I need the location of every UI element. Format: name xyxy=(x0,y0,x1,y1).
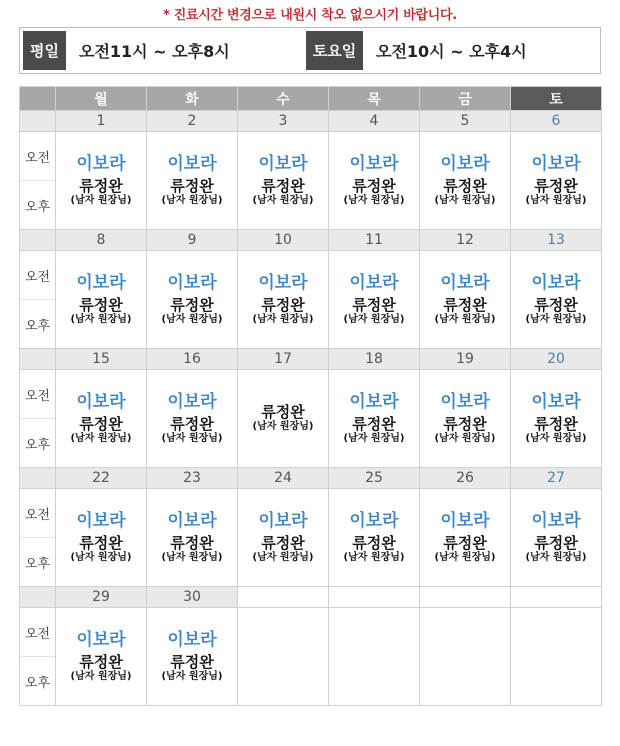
am-doctor: 이보라 xyxy=(349,511,399,531)
saturday-hours: 오전10시 ~ 오후4시 xyxy=(376,42,527,61)
pm-doctor-note: (남자 원장님) xyxy=(525,195,587,206)
date-cell: 18 xyxy=(329,349,420,370)
header-sat: 토 xyxy=(511,87,602,111)
day-schedule-cell xyxy=(511,489,602,587)
day-schedule-cell xyxy=(420,489,511,587)
date-row xyxy=(20,230,602,251)
pm-doctor-note: (남자 원장님) xyxy=(70,671,132,682)
day-schedule-cell xyxy=(147,608,238,706)
pm-label: 오후 xyxy=(20,418,55,467)
date-row-corner xyxy=(20,587,56,608)
empty-day-cell xyxy=(238,608,329,706)
day-schedule-cell xyxy=(238,132,329,230)
date-cell: 24 xyxy=(238,468,329,489)
am-doctor: 이보라 xyxy=(76,511,126,531)
day-schedule-cell xyxy=(56,608,147,706)
am-pm-labels xyxy=(20,608,56,706)
pm-doctor: 류정완 xyxy=(261,177,305,195)
date-row xyxy=(20,468,602,489)
date-row xyxy=(20,111,602,132)
am-doctor: 이보라 xyxy=(167,630,217,650)
pm-doctor: 류정완 xyxy=(79,296,123,314)
am-doctor: 이보라 xyxy=(258,511,308,531)
date-cell: 15 xyxy=(56,349,147,370)
pm-doctor: 류정완 xyxy=(261,403,305,421)
pm-doctor: 류정완 xyxy=(170,177,214,195)
am-pm-labels xyxy=(20,489,56,587)
am-doctor: 이보라 xyxy=(258,273,308,293)
pm-doctor: 류정완 xyxy=(261,296,305,314)
am-doctor: 이보라 xyxy=(167,511,217,531)
am-doctor: 이보라 xyxy=(531,154,581,174)
day-schedule-cell xyxy=(420,251,511,349)
am-doctor: 이보라 xyxy=(167,392,217,412)
date-cell xyxy=(420,587,511,608)
am-doctor: 이보라 xyxy=(167,154,217,174)
day-schedule-cell xyxy=(56,132,147,230)
date-row-corner xyxy=(20,468,56,489)
weekday-label: 평일 xyxy=(23,31,66,70)
empty-day-cell xyxy=(420,608,511,706)
date-cell: 19 xyxy=(420,349,511,370)
pm-doctor-note: (남자 원장님) xyxy=(434,314,496,325)
am-doctor: 이보라 xyxy=(531,273,581,293)
day-schedule-cell xyxy=(56,251,147,349)
date-cell xyxy=(511,587,602,608)
day-schedule-cell xyxy=(147,132,238,230)
pm-label: 오후 xyxy=(20,537,55,586)
date-cell: 16 xyxy=(147,349,238,370)
date-cell: 23 xyxy=(147,468,238,489)
day-schedule-cell xyxy=(511,132,602,230)
date-cell: 11 xyxy=(329,230,420,251)
header-wed: 수 xyxy=(238,87,329,111)
date-cell: 2 xyxy=(147,111,238,132)
am-label: 오전 xyxy=(24,388,51,404)
pm-label: 오후 xyxy=(20,299,55,348)
pm-doctor: 류정완 xyxy=(534,534,578,552)
clinic-hours-bar xyxy=(19,27,601,74)
pm-doctor: 류정완 xyxy=(261,534,305,552)
date-cell: 12 xyxy=(420,230,511,251)
am-doctor: 이보라 xyxy=(76,154,126,174)
day-schedule-cell xyxy=(420,132,511,230)
pm-doctor: 류정완 xyxy=(534,296,578,314)
pm-doctor-note: (남자 원장님) xyxy=(70,314,132,325)
day-schedule-cell xyxy=(329,251,420,349)
schedule-row xyxy=(20,489,602,587)
pm-doctor: 류정완 xyxy=(79,653,123,671)
pm-doctor-note: (남자 원장님) xyxy=(70,195,132,206)
pm-doctor-note: (남자 원장님) xyxy=(434,433,496,444)
date-cell: 13 xyxy=(511,230,602,251)
schedule-change-notice: * 진료시간 변경으로 내원시 착오 없으시기 바랍니다. xyxy=(163,8,457,23)
pm-doctor-note: (남자 원장님) xyxy=(525,314,587,325)
pm-doctor-note: (남자 원장님) xyxy=(434,195,496,206)
day-schedule-cell xyxy=(420,370,511,468)
pm-doctor-note: (남자 원장님) xyxy=(525,552,587,563)
date-row-corner xyxy=(20,349,56,370)
day-schedule-cell xyxy=(147,370,238,468)
date-cell: 6 xyxy=(511,111,602,132)
pm-doctor-note: (남자 원장님) xyxy=(70,433,132,444)
day-schedule-cell xyxy=(238,251,329,349)
saturday-label: 토요일 xyxy=(306,31,363,70)
pm-doctor: 류정완 xyxy=(79,415,123,433)
am-doctor: 이보라 xyxy=(440,154,490,174)
am-doctor: 이보라 xyxy=(349,273,399,293)
date-cell: 9 xyxy=(147,230,238,251)
date-cell: 20 xyxy=(511,349,602,370)
am-doctor: 이보라 xyxy=(531,511,581,531)
day-schedule-cell xyxy=(329,370,420,468)
day-schedule-cell xyxy=(511,251,602,349)
day-schedule-cell xyxy=(329,132,420,230)
pm-doctor-note: (남자 원장님) xyxy=(343,552,405,563)
pm-doctor-note: (남자 원장님) xyxy=(525,433,587,444)
day-schedule-cell xyxy=(238,370,329,468)
pm-doctor-note: (남자 원장님) xyxy=(70,552,132,563)
pm-doctor-note: (남자 원장님) xyxy=(161,195,223,206)
pm-doctor: 류정완 xyxy=(352,534,396,552)
pm-doctor-note: (남자 원장님) xyxy=(343,433,405,444)
pm-doctor: 류정완 xyxy=(170,653,214,671)
header-thu: 목 xyxy=(329,87,420,111)
schedule-row xyxy=(20,370,602,468)
am-label: 오전 xyxy=(24,269,51,285)
am-doctor: 이보라 xyxy=(76,630,126,650)
pm-doctor: 류정완 xyxy=(170,415,214,433)
day-schedule-cell xyxy=(238,489,329,587)
day-schedule-cell xyxy=(147,251,238,349)
am-doctor: 이보라 xyxy=(167,273,217,293)
am-pm-labels xyxy=(20,132,56,230)
schedule-row xyxy=(20,132,602,230)
pm-doctor: 류정완 xyxy=(534,415,578,433)
am-doctor: 이보라 xyxy=(76,273,126,293)
pm-doctor-note: (남자 원장님) xyxy=(434,552,496,563)
date-cell: 26 xyxy=(420,468,511,489)
am-doctor: 이보라 xyxy=(349,392,399,412)
date-cell xyxy=(329,587,420,608)
pm-doctor-note: (남자 원장님) xyxy=(161,314,223,325)
date-cell: 30 xyxy=(147,587,238,608)
pm-doctor: 류정완 xyxy=(170,534,214,552)
pm-doctor: 류정완 xyxy=(352,177,396,195)
date-row xyxy=(20,349,602,370)
date-cell: 3 xyxy=(238,111,329,132)
date-cell: 8 xyxy=(56,230,147,251)
pm-doctor: 류정완 xyxy=(79,177,123,195)
am-doctor: 이보라 xyxy=(349,154,399,174)
pm-label: 오후 xyxy=(20,656,55,705)
date-cell: 27 xyxy=(511,468,602,489)
pm-doctor-note: (남자 원장님) xyxy=(252,314,314,325)
date-cell: 29 xyxy=(56,587,147,608)
pm-doctor: 류정완 xyxy=(79,534,123,552)
am-doctor: 이보라 xyxy=(76,392,126,412)
header-tue: 화 xyxy=(147,87,238,111)
header-fri: 금 xyxy=(420,87,511,111)
schedule-row xyxy=(20,251,602,349)
pm-doctor: 류정완 xyxy=(443,415,487,433)
day-schedule-cell xyxy=(56,370,147,468)
date-row-corner xyxy=(20,111,56,132)
schedule-row xyxy=(20,608,602,706)
am-doctor: 이보라 xyxy=(440,392,490,412)
pm-doctor-note: (남자 원장님) xyxy=(252,421,314,432)
date-cell: 1 xyxy=(56,111,147,132)
header-mon: 월 xyxy=(56,87,147,111)
date-cell: 22 xyxy=(56,468,147,489)
pm-doctor: 류정완 xyxy=(443,177,487,195)
pm-doctor: 류정완 xyxy=(443,296,487,314)
day-schedule-cell xyxy=(56,489,147,587)
pm-doctor-note: (남자 원장님) xyxy=(252,552,314,563)
date-cell: 4 xyxy=(329,111,420,132)
empty-day-cell xyxy=(511,608,602,706)
am-pm-labels xyxy=(20,251,56,349)
day-schedule-cell xyxy=(511,370,602,468)
am-doctor: 이보라 xyxy=(440,511,490,531)
weekday-header-row xyxy=(20,87,602,111)
date-row-corner xyxy=(20,230,56,251)
pm-doctor-note: (남자 원장님) xyxy=(161,552,223,563)
day-schedule-cell xyxy=(147,489,238,587)
pm-doctor-note: (남자 원장님) xyxy=(161,671,223,682)
pm-doctor-note: (남자 원장님) xyxy=(343,314,405,325)
doctor-schedule-calendar xyxy=(19,86,602,706)
weekday-hours: 오전11시 ~ 오후8시 xyxy=(79,42,230,61)
header-corner xyxy=(20,87,56,111)
pm-doctor: 류정완 xyxy=(352,296,396,314)
date-cell: 5 xyxy=(420,111,511,132)
am-label: 오전 xyxy=(24,626,51,642)
am-doctor: 이보라 xyxy=(440,273,490,293)
pm-doctor-note: (남자 원장님) xyxy=(161,433,223,444)
date-cell: 17 xyxy=(238,349,329,370)
date-cell: 10 xyxy=(238,230,329,251)
empty-day-cell xyxy=(329,608,420,706)
am-label: 오전 xyxy=(24,150,51,166)
pm-doctor: 류정완 xyxy=(352,415,396,433)
am-pm-labels xyxy=(20,370,56,468)
date-row xyxy=(20,587,602,608)
am-doctor: 이보라 xyxy=(258,154,308,174)
am-label: 오전 xyxy=(24,507,51,523)
day-schedule-cell xyxy=(329,489,420,587)
pm-doctor-note: (남자 원장님) xyxy=(343,195,405,206)
pm-doctor: 류정완 xyxy=(170,296,214,314)
pm-doctor-note: (남자 원장님) xyxy=(252,195,314,206)
pm-doctor: 류정완 xyxy=(443,534,487,552)
am-doctor: 이보라 xyxy=(531,392,581,412)
date-cell xyxy=(238,587,329,608)
pm-doctor: 류정완 xyxy=(534,177,578,195)
date-cell: 25 xyxy=(329,468,420,489)
pm-label: 오후 xyxy=(20,180,55,229)
